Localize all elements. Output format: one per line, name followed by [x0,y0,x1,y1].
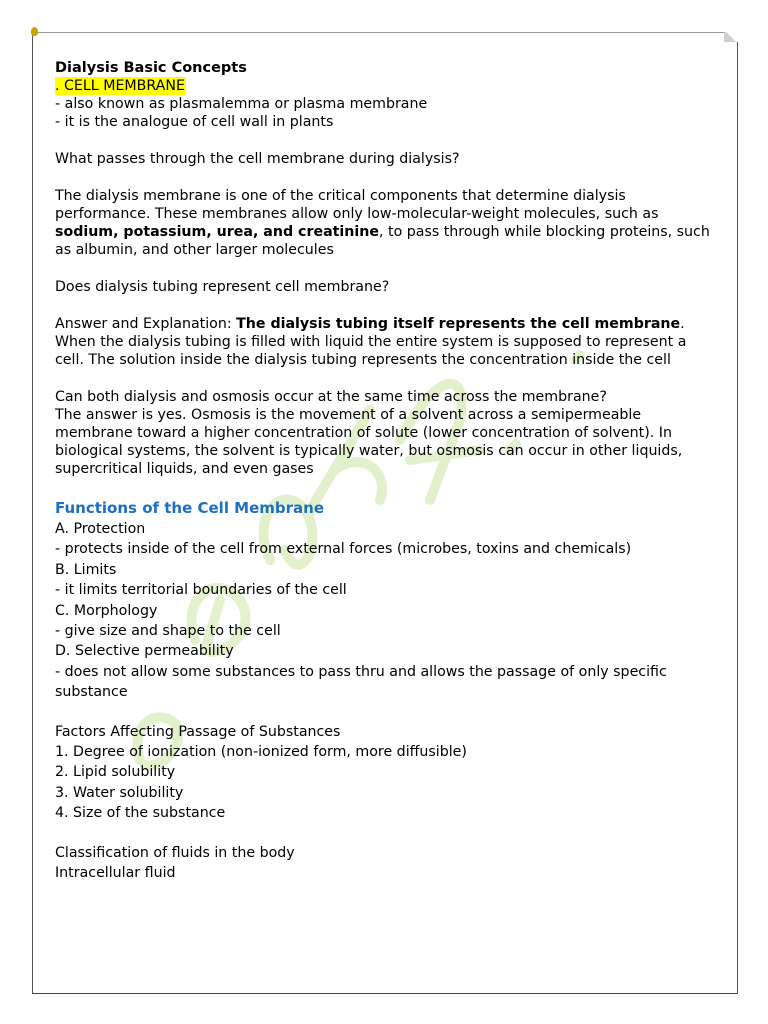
section-label: Factors Affecting Passage of Substances [55,723,341,740]
section-label: Classification of fluids in the body [55,844,295,861]
list-item: - give size and shape to the cell [55,623,281,640]
list-item: Intracellular fluid [55,865,176,882]
page-corner-fold [724,32,738,42]
list-item: 1. Degree of ionization (non-ionized form, more diffusible) [55,744,467,761]
question-text: What passes through the cell membrane during dialysis? [55,151,460,167]
bold-text: The dialysis tubing itself represents the cell membrane [236,316,681,332]
section-heading: Functions of the Cell Membrane [55,499,325,517]
cell-membrane-line: - also known as plasmalemma or plasma membrane [55,96,428,112]
factors-section [55,722,719,824]
classification-section [55,843,719,884]
list-item: - does not allow some substances to pass thru and allows the passage of only specific substance [55,663,667,701]
document-body [55,59,719,884]
list-item: D. Selective permeability [55,643,234,660]
bold-text: sodium, potassium, urea, and creatinine [55,224,379,240]
pin-icon [31,27,38,36]
paragraph: Answer and Explanation: The dialysis tubing itself represents the cell membrane. When the dialysis tubing is filled with liquid the entire system is supposed to represent a cell. The solution inside the dialysis tubing represents the concentration inside the cell [55,316,687,368]
list-item: C. Morphology [55,602,158,619]
list-item: A. Protection [55,521,146,537]
page-title: Dialysis Basic Concepts [55,60,247,76]
cell-membrane-line: - it is the analogue of cell wall in plants [55,114,334,130]
highlighted-heading: . CELL MEMBRANE [55,78,185,94]
page-bottom-edge [32,993,738,994]
list-item: 4. Size of the substance [55,805,226,822]
list-item: 2. Lipid solubility [55,764,176,781]
cell-membrane-section [55,77,719,131]
list-item: 3. Water solubility [55,784,184,801]
functions-list [55,519,719,703]
list-item: B. Limits [55,561,117,578]
list-item: - it limits territorial boundaries of the cell [55,582,347,599]
paragraph: The answer is yes. Osmosis is the movement of a solvent across a semipermeable membrane toward a higher concentration of solute (lower concentration of solvent). In biological systems, the solvent is typically water, but osmosis can occur in other liquids, supercritical liquids, and even gases [55,407,683,477]
paragraph: The dialysis membrane is one of the critical components that determine dialysis performance. These membranes allow only low-molecular-weight molecules, such as sodium, potassium, urea, and creatinine, to pass through while blocking proteins, such as albumin, and other larger molecules [55,188,710,258]
list-item: - protects inside of the cell from external forces (microbes, toxins and chemicals) [55,541,632,558]
question-text: Does dialysis tubing represent cell membrane? [55,279,390,295]
question-text: Can both dialysis and osmosis occur at the same time across the membrane? [55,389,607,405]
